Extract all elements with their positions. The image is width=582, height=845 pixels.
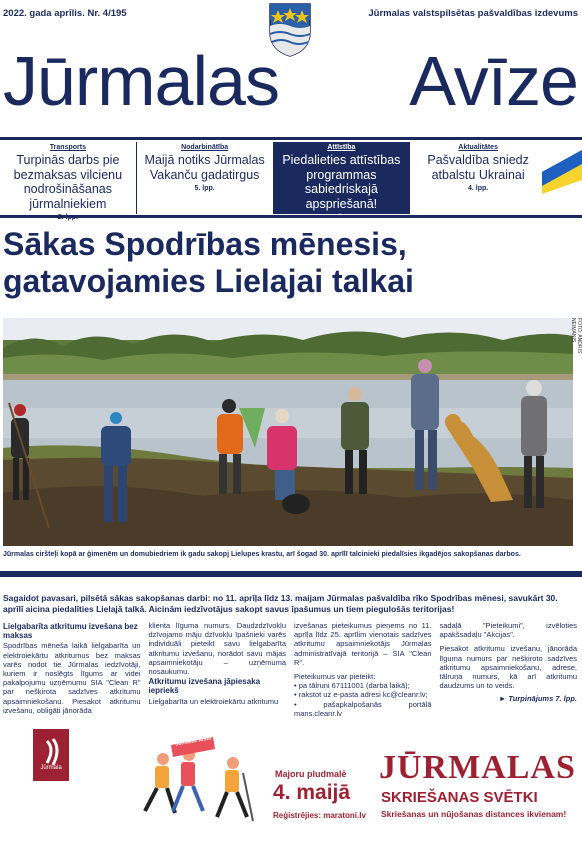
teaser-page: 5. lpp.	[194, 185, 215, 192]
ukraine-flag-icon	[542, 150, 582, 194]
teaser-text: Maijā notiks Jūrmalas Vakanču gadatirgus	[144, 153, 265, 182]
issue-info: 2022. gada aprīlis. Nr. 4/195	[3, 8, 127, 19]
teaser-transport[interactable]	[0, 142, 137, 214]
ad-place: Majoru pludmalē	[275, 769, 347, 779]
cleanup-photo	[3, 318, 573, 546]
teaser-page: 4. lpp.	[468, 185, 489, 192]
masthead-title-left: Jūrmalas	[3, 42, 279, 120]
article-lede: Sagaidot pavasari, pilsētā sākas sakopšanas darbi: no 11. aprīļa līdz 13. maijam Jūrmalas pašvaldība rīko Spodrības mēnesi, savukārt 30. aprīlī aicina piedalīties Lielajā talkā. Aicinām iedzīvotājus sakopt savus īpašumus un tiem piegulošās teritorijas!	[3, 593, 558, 614]
teaser-text: Turpinās darbs pie bezmaksas vilcienu nodrošināšanas jūrmalniekiem	[13, 153, 123, 211]
masthead	[0, 36, 582, 126]
article-column-3	[294, 621, 432, 726]
divider	[0, 137, 582, 140]
teaser-category: Transports	[49, 144, 86, 151]
list-title: Pieteikumus var pieteikt:	[294, 672, 376, 682]
ad-title-line1: JŪRMALAS	[379, 749, 576, 786]
article-column-4	[440, 621, 578, 726]
main-headline	[3, 226, 573, 300]
teaser-category: Attīstība	[327, 144, 356, 151]
ad-banner: Jūrmalas Ārstu Sports	[174, 732, 229, 748]
list-item: • pašapkalpošanās portālā mans.cleanr.lv	[294, 699, 432, 718]
paragraph: Lielgabarīta un elektroiekārtu atkritumu	[148, 696, 279, 706]
teaser-news[interactable]	[410, 142, 582, 214]
ad-date: 4. maijā	[273, 781, 351, 804]
ad-logo-text: Jūrmala	[40, 765, 62, 771]
photo-credit: FOTO: ANDRIS NEIMANIS	[570, 318, 582, 354]
teaser-text: Pašvaldība sniedz atbalstu Ukrainai	[427, 153, 529, 182]
article-column-2	[149, 621, 287, 726]
masthead-title-right: Avīze	[409, 42, 578, 120]
teaser-strip	[0, 142, 582, 214]
ad-register[interactable]: Reģistrējies: maratoni.lv	[273, 811, 366, 820]
paragraph: Spodrības mēneša laikā lielgabarīta un elektroiekārtu atkritumus bez maksas varēs nodot tie Jūrmalas iedzīvotāji, kuriem ir noslēgts līgums ar videi pakalpojumu uzņēmumu SIA "Clean R" par nešķirota sadzīves atkritumu apsaimniekošanu. Piesakot atkritumu izvešanu, obligāti jānorāda	[3, 641, 141, 715]
ad-title-line2: SKRIEŠANAS SVĒTKI	[381, 789, 538, 806]
article-body	[3, 621, 577, 726]
paragraph: Piesakot atkritumu izvešanu, jānorāda līguma numurs par nešķiroto sadzīves atkritumu apsaimniekošanu, adrese, tālruņa numurs, kā arī atkritumu daudzums un to veids.	[439, 644, 577, 691]
headline-line: gatavojamies Lielajai talkai	[3, 263, 414, 299]
paragraph: sadaļā "Pieteikumi", izvēloties apakšsadaļu "Akcijas".	[439, 621, 577, 640]
headline-line: Sākas Spodrības mēnesis,	[3, 226, 407, 262]
photo-caption: Jūrmalas ciršteļi kopā ar ģimenēm un domubiedriem ik gadu sakopj Lielupes krastu, arī šogad 30. aprīlī talcinieki piedalīsies ikgadējos sakopšanas darbos.	[3, 551, 521, 558]
ad-subtitle: Skriešanas un nūjošanas distances ikvienam!	[381, 809, 567, 819]
divider	[0, 215, 582, 218]
article-column-1	[3, 621, 141, 726]
list-item: • pa tālruni 67111001 (darba laikā);	[294, 681, 410, 691]
paragraph: klienta līguma numurs. Daudzdzīvokļu dzīvojamo māju dzīvokļu īpašnieki varēs individuāli pieteikt savu lielgabarīta atkritumu izvešanu, norādot savu mājas apsaimniekotāju – uzņēmuma nosaukumu.	[148, 621, 286, 677]
teaser-employment[interactable]	[137, 142, 274, 214]
subheading: Atkritumu izvešana jāpiesaka iepriekš	[148, 677, 261, 696]
teaser-category: Nodarbinātība	[181, 144, 229, 151]
event-advertisement[interactable]	[3, 729, 577, 837]
list-item: • rakstot uz e-pasta adresi kc@cleanr.lv;	[294, 690, 428, 700]
teaser-development[interactable]	[274, 142, 411, 214]
publisher-info: Jūrmalas valstspilsētas pašvaldības izdevums	[368, 8, 578, 19]
divider	[0, 571, 582, 577]
paragraph: izvešanas pieteikumus pieņems no 11. aprīļa līdz 25. aprīlim vienotais sadzīves atkritumu apsaimniekotājs Jūrmalas administratīvajā teritorijā – SIA "Clean R".	[294, 621, 432, 667]
continue-link[interactable]: ► Turpinājums 7. lpp.	[498, 694, 577, 704]
teaser-text: Piedalieties attīstības programmas sabiedriskajā apspriešanā!	[282, 153, 401, 211]
teaser-category: Aktualitātes	[458, 144, 498, 151]
subheading: Lielgabarīta atkritumu izvešana bez maksas	[3, 622, 138, 641]
